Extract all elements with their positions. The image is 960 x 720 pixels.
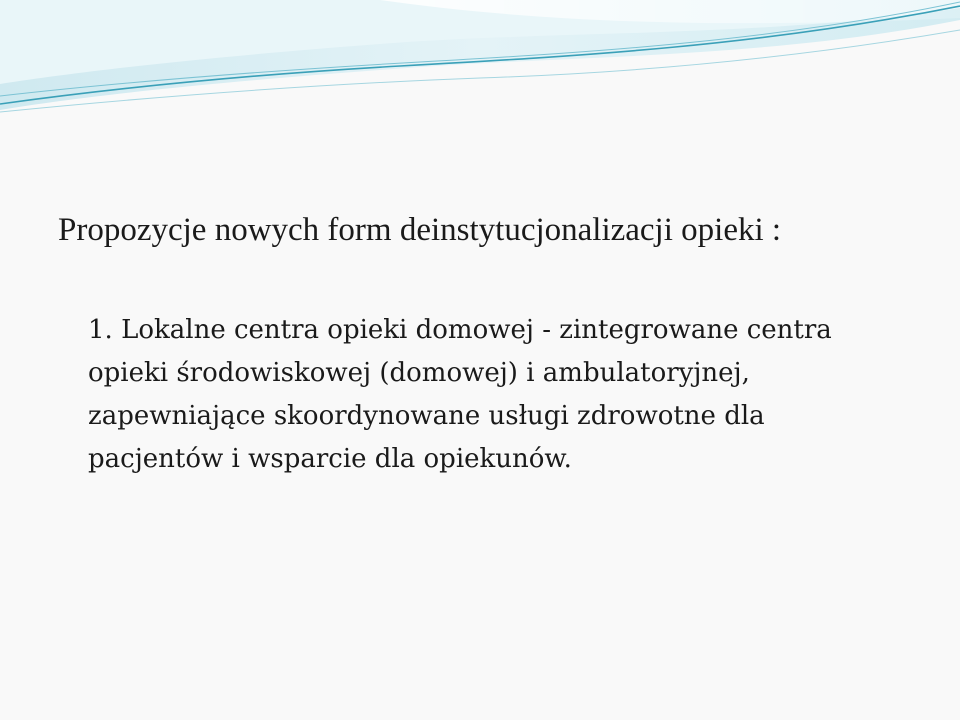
wave-banner-decoration xyxy=(0,0,960,120)
numbered-item xyxy=(88,309,908,481)
item-number: 1. xyxy=(88,315,113,345)
slide-title: Propozycje nowych form deinstytucjonalizacji opieki : xyxy=(58,212,782,248)
item-text: Lokalne centra opieki domowej - zintegrowane centra opieki środowiskowej (domowej) i ambulatoryjnej, zapewniające skoordynowane usługi zdrowotne dla pacjentów i wsparcie dla opiekunów. xyxy=(88,315,832,474)
